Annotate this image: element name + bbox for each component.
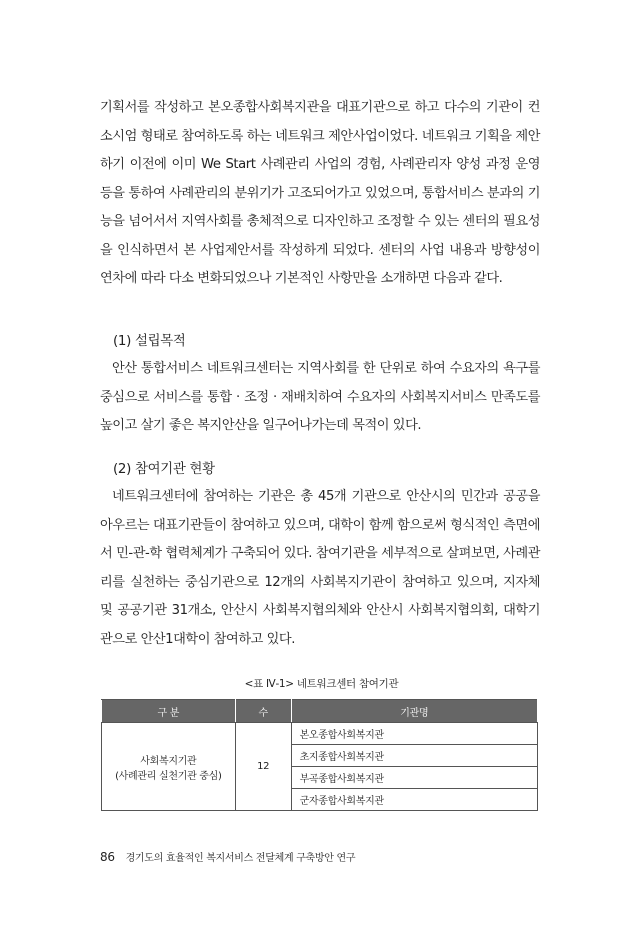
- category-line2: (사례관리 실천기관 중심): [115, 770, 222, 782]
- section2-body: 네트워크센터에 참여하는 기관은 총 45개 기관으로 안산시의 민간과 공공을 아우르는 대표기관들이 참여하고 있으며, 대학이 함께 함으로써 형식적인 측면에서 민-관-학 협력체계가 구축되어 있다. 참여기관을 세부적으로 살펴보면, 사례관리를 실천하는 중심기관으로 12개의 사회복지기관이 참여하고 있으며, 지자체 및 공공기관 31개소, 안산시 사회복지협의체와 안산시 사회복지협의회, 대학기관으로 안산1대학이 참여하고 있다.: [100, 489, 540, 647]
- page-number: 86: [100, 850, 115, 864]
- header-institution: 기관명: [291, 700, 537, 723]
- category-cell: [102, 723, 236, 811]
- category-line1: 사회복지기관: [140, 755, 197, 767]
- table-row: [102, 723, 538, 745]
- section1-heading: (1) 설립목적: [113, 334, 186, 349]
- section1-body: 안산 통합서비스 네트워크센터는 지역사회를 한 단위로 하여 수요자의 욕구를 중심으로 서비스를 통합 · 조정 · 재배치하여 수요자의 사회복지서비스 만족도를 높이고 살기 좋은 복지안산을 일구어나가는데 목적이 있다.: [100, 361, 540, 433]
- header-category: 구 분: [102, 700, 236, 723]
- table-header-row: [102, 700, 538, 723]
- institution-cell: 본오종합사회복지관: [291, 723, 537, 745]
- intro-paragraph: 기획서를 작성하고 본오종합사회복지관을 대표기관으로 하고 다수의 기관이 컨소시엄 형태로 참여하도록 하는 네트워크 제안사업이었다. 네트워크 기획을 제안하기 이전에 이미 We Start 사례관리 사업의 경험, 사례관리자 양성 과정 운영 등을 통하여 사례관리의 분위기가 고조되어가고 있었으며, 통합서비스 분과의 기능을 넘어서서 지역사회를 총체적으로 디자인하고 조정할 수 있는 센터의 필요성을 인식하면서 본 사업제안서를 작성하게 되었다. 센터의 사업 내용과 방향성이 연차에 따라 다소 변화되었으나 기본적인 사항만을 소개하면 다음과 같다.: [100, 100, 540, 286]
- institution-cell: 부곡종합사회복지관: [291, 767, 537, 789]
- page-footer: [100, 849, 355, 864]
- participating-institutions-table: [101, 699, 538, 811]
- section2-heading: (2) 참여기관 현황: [113, 462, 215, 477]
- institution-cell: 군자종합사회복지관: [291, 789, 537, 811]
- count-cell: 12: [235, 723, 291, 811]
- footer-title: 경기도의 효율적인 복지서비스 전달체계 구축방안 연구: [125, 853, 356, 864]
- institution-cell: 초지종합사회복지관: [291, 745, 537, 767]
- table-caption: <표 Ⅳ-1> 네트워크센터 참여기관: [244, 678, 399, 690]
- header-count: 수: [235, 700, 291, 723]
